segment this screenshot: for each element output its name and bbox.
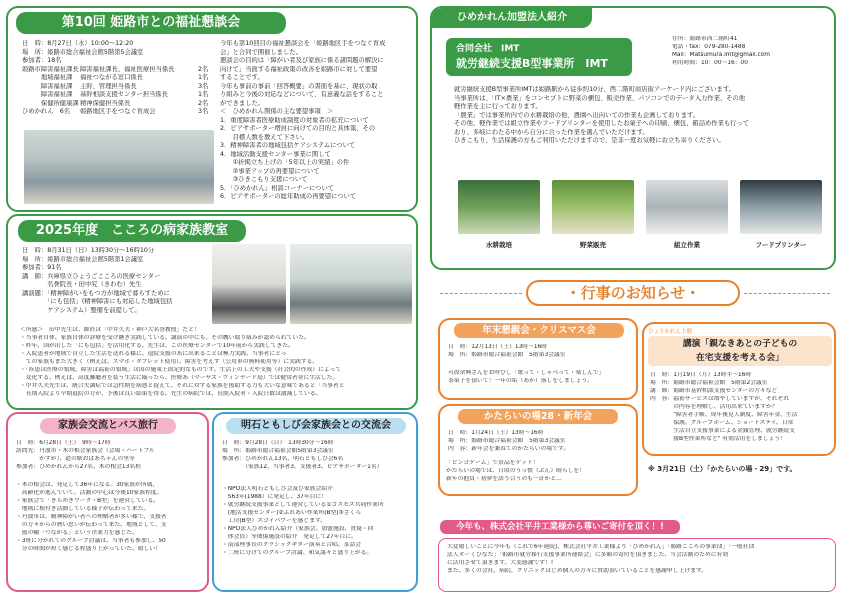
lecture-detail: 生活自立支援事業による金銭管理、就労継続支 [650, 427, 795, 434]
photo-caption: 組立作業 [674, 241, 700, 249]
participant-name: 基幹相談支援センター担当係長 [80, 91, 168, 98]
agenda-item: 5．「ひめかれん」相談コーナーについて [220, 184, 335, 192]
bus-trip-body-line: ・3班に分かれてのグループ討議は、当事者も参加し、50 [16, 537, 166, 544]
lecture-detail: 日 時：1月19日（月）13時半～16時 [650, 372, 752, 378]
akashi-body-line: ・二班に分けてのグループ討論、和気藹々と盛り上がる。 [222, 549, 373, 556]
bus-trip-detail: 訪問先：丹波市・木の根会家族会（会場・ハートフル [16, 447, 155, 454]
participant-row [22, 66, 218, 75]
family-class-detail: 名誉院長・田中究（きわむ）先生 [22, 281, 142, 288]
akashi-body-line: 工房(B型）スゴイパワーを感じます。 [222, 517, 327, 524]
member-intro-line: その他、軽作業では組立作業やフードプリンターを使用したお菓子への印刷、梱包、箱詰め作業も行って [454, 120, 750, 127]
donation-line: また、多くの会社、病院、クリニックはじめ個人の方々に賛助頂いていることを感謝申し上げます。 [447, 567, 708, 574]
yearend-body-line: 茶菓子を頂いて！一年の垢（あか）落しをしましょう。 [448, 377, 593, 384]
welfare-meeting-title: 第10回 姫路市との福祉懇談会 [16, 12, 286, 34]
agenda-item: 3．精神障害者の地域包括ケアシステムについて [220, 142, 356, 149]
welfare-meeting-panel [6, 6, 418, 212]
bus-trip-body-line: ・丹波市は、精神障がい者への理解者が多い様で、支援者 [16, 513, 167, 520]
welfare-body-line: 会」と合同で開催しました。 [220, 48, 302, 56]
member-intro-body [454, 86, 832, 146]
family-class-body-line: ・昨年、国が出した「にも包括」を活用化する。先生は、この医療センターで10年前から実践してきた。 [20, 342, 294, 349]
participant-row [22, 74, 218, 83]
yearend-details [448, 344, 636, 360]
yearend-panel [438, 318, 638, 400]
akashi-body [222, 486, 416, 558]
contact-line: 利用時間：10：00～16：00 [672, 59, 748, 66]
contact-line: 住所：姫路市西二階町41 [672, 36, 738, 42]
photo-caption: フードプリンター [755, 241, 807, 249]
family-class-detail: 講 師：兵庫県立ひょうごこころの医療センター [22, 272, 161, 280]
participant-role: 地域福祉課 [22, 74, 73, 81]
family-class-detail: 講演題：「精神障がいをもつ方が地域で暮らすために [22, 289, 170, 297]
kataroi-body-line: 「ビンゴゲーム」で景品をゲット！ [446, 460, 539, 466]
akashi-body-line: (地活支援センター)②ふれあい作業所(B型)③さくら [222, 509, 362, 516]
welfare-body-line: することです。 [220, 74, 264, 81]
akashi-body-line: S63年(1988）に発足し、37年目に！ [222, 493, 328, 500]
participant-name: 障害福祉課長、福祉医療担当係長 [80, 65, 175, 73]
bus-trip-body [16, 482, 206, 554]
bus-trip-detail: 日 時：6月28日（土） 9時～17時 [16, 440, 111, 446]
yearend-detail: 日 時：12月13日（土）13時～16時 [448, 344, 548, 350]
bus-trip-detail: かすが）、道の駅おばあちゃんの里等 [16, 455, 135, 462]
participant-list [22, 66, 218, 117]
bus-trip-body-line: 分の時間が短く感じる程盛り上がっていた。嬉しい！ [16, 545, 161, 552]
photo-row [454, 180, 830, 260]
yearend-detail: 場 所：姫路市総合福祉会館 5階第3会議室 [448, 351, 566, 358]
meeting-photo [24, 130, 214, 204]
family-class-body-line: 変化する。例えば、高度難聴者を装う生活に陥ったら、医療あ（マーサズ・ヴィンヤード島）では健常者並に生活した。 [20, 374, 339, 381]
welfare-body-line: 懇談会の目的は「障がい者及び家族に係る諸問題の解決に [220, 57, 384, 64]
participant-name: 姫路地区手をつなぐ育成会 [80, 108, 156, 115]
agenda-item: 目標人数を教えて下さい。 [220, 133, 309, 141]
akashi-body-line: ・就労継続支援事業として運営している①コスモス共同作業所 [222, 501, 384, 508]
agenda-item: 4．地域活動支援センター事業に関して [220, 150, 331, 158]
agenda-item: 2．ピアサポーター増員に向けての目的と具体策、その [220, 125, 376, 132]
family-class-body-line: ての家族もまた大きく（例えば、スマホ・タブレット使用）。障害を考えず（公用車の無料使用等）に実践する。 [20, 358, 319, 365]
lecture-details [650, 372, 834, 444]
participant-role: 保健所健康課 [22, 99, 79, 107]
yearend-title: 年末懇親会・クリスマス会 [454, 323, 624, 338]
akashi-body-line: 体会員）等関係施設の紹介 発足して27年目に。 [222, 533, 357, 540]
participant-name: 福祉つながる窓口係長 [80, 74, 143, 81]
kataroi-title: かたらいの場28・新年会 [458, 409, 618, 424]
akashi-detail: 参加者：ひめかれん13名、明石ともしび会6名 [222, 455, 344, 462]
agenda-title: ＜ ひめかれん関係の主な要望事項 ＞ [220, 108, 334, 115]
lecture-detail: "障害者手帳、成年後見人制度、障害年金、生活 [650, 411, 798, 418]
contact-line: 電話・fax：079-280-1488 [672, 43, 746, 50]
family-class-detail: 場 所：姫路市総合福祉会館5階第1会議室 [22, 255, 144, 263]
participant-count: 3名 [198, 108, 209, 115]
agenda-item: ②事業アップの再要望について [220, 167, 320, 175]
participant-row [22, 100, 218, 109]
donation-title: 今年も、株式会社平井工業様から尊いご寄付を頂く！! [440, 520, 680, 534]
assembly-photo [646, 180, 728, 234]
contact-line: Mail：Matsumura.imt@gmail.com [672, 51, 770, 58]
welfare-body-line: り組みと今後の対応などについて、有意義な話をすること [220, 91, 384, 98]
akashi-body-line: ・NPO法人ひめかれん紹介（家族会、加盟施設、質疑・回 [222, 525, 374, 532]
family-class-title: 2025年度 こころの病家族教室 [18, 220, 246, 242]
bus-trip-body-line: 援の輪「つながる」という企業力を感じた。 [16, 529, 138, 536]
member-intro-header: ひめかれん加盟法人紹介 [432, 8, 592, 28]
member-intro-line: 軽作業を主に行っております。 [454, 103, 542, 110]
family-class-body-line: ・「疾患は医療の領域、障害は福祉の領域」は国の施策上固定的なものです。生活上の工夫や支援（社会的の作成）によって [20, 366, 342, 373]
family-class-body-line: ・中井久夫先生は、統合失調症では急性期を病悪と捉えて、それに対する家族を援助する力も大いな意味であると「当事者と [20, 382, 345, 389]
company-banner [446, 38, 632, 76]
bus-trip-panel [6, 412, 209, 592]
next-kataroi-notice: ※ 3月21日（土）「かたらいの場・29」です。 [648, 465, 797, 473]
member-intro-panel [430, 6, 836, 270]
bus-trip-body-line: ・木の根会は、発足して36年になる。30家族が所属、 [16, 482, 159, 488]
lecture-detail: 講 師：姫路市基幹相談支援センターの方々など [650, 387, 778, 394]
family-class-detail: 日 時：8月31日（日）13時30分～16時10分 [22, 247, 155, 254]
participant-row [22, 83, 218, 92]
akashi-body-line: ・南部理事長のクラシックギター演奏と合唱、茶話会 [222, 541, 361, 548]
participant-name: 精神保健担当係長 [80, 99, 131, 107]
lecture-title-line1: 講演「親なきあとの子どもの [682, 339, 798, 349]
participant-row [22, 91, 218, 100]
akashi-detail: （家族12、当事者3、支援者3、ピアサポーター1名） [222, 463, 383, 470]
member-intro-line: 就労継続支援B型事業所IMTは姫路駅から徒歩約10分、西二階町商店街アーケード内にございます。 [454, 86, 735, 93]
office-name: 就労継続支援B型事業所 IMT [456, 57, 608, 70]
welfare-meeting-body [220, 40, 416, 202]
family-class-detail: ケアシステム）整備を前提して。 [22, 306, 141, 314]
kataroi-detail: 場 所：姫路市総合福祉会館 5階第3会議室 [448, 437, 566, 444]
bus-trip-body-line: ・家族会で「きらめきワーク・B型」を運営している。 [16, 497, 160, 504]
member-intro-line: ひきこもり、生活保護の方もご利用いただけますので、是非一度お気軽にお立ち寄りください。 [454, 137, 725, 144]
events-banner: ・行事のお知らせ・ [526, 280, 740, 306]
akashi-details [222, 440, 416, 472]
lecture-photo [290, 244, 412, 324]
participant-count: 3名 [198, 82, 209, 90]
akashi-detail: 日 時：9月28日（日） 13時30分～16時 [222, 440, 334, 446]
events-divider [440, 293, 522, 294]
lecture-detail: 保護、グループホーム、ショートステイ、日常 [650, 419, 794, 426]
lecture-detail: 援B型作業所など" 有効活用をしましょう！ [650, 435, 787, 442]
detail-line: 場 所：姫路市総合福祉会館5階第5会議室 [22, 48, 144, 56]
agenda-item: ③ひきこもり支援について [220, 176, 308, 183]
kataroi-details [448, 430, 636, 454]
akashi-title: 明石ともしび会家族会との交流会 [226, 418, 406, 434]
speaker-photo [212, 244, 286, 324]
bus-trip-details [16, 440, 206, 472]
donation-line: 法人オーくひなた」「姫路市就労移行支援事業所連絡会」に多額の寄付を頂きました。当会活動のために有効 [447, 551, 729, 558]
bus-trip-body-line: 高齢化が進んでいて、活動の中心は今後10家族程度。 [16, 489, 163, 496]
welfare-body-line: 今年も事前の事前「回答概要」の書面を基に、現状の取 [220, 82, 378, 90]
participant-count: 2名 [198, 99, 209, 107]
photo-caption: 水耕栽培 [486, 241, 512, 249]
kataroi-body-line: かたらいの場では、日頃のうっ憤（ぷん）晴らしを！ [446, 467, 586, 474]
akashi-body-line: ・NPO法人明石ともしび会及び家族会紹介 [222, 486, 333, 492]
lecture-tag: ひょうかれん主催 [648, 329, 693, 335]
member-intro-line: 「農業」では事業所内での水耕栽培の他、農園へ出向いての作業も企画しております。 [454, 111, 700, 119]
yearend-body-line: 可改余興さんをお呼びし「歌って・しゃべって・楽しんで」 [448, 370, 605, 376]
participant-role: 障害福祉課 [22, 91, 73, 98]
family-class-body-line: ・当事者自体、家族自体の診療を受け継ぎ実践している。講演の中にも、その鷹い取り組みが認められていた。 [20, 334, 310, 341]
bus-trip-title: 家族会交流とバス旅行 [40, 418, 176, 434]
participant-name: 主幹、管理担当係長 [80, 82, 137, 90]
welfare-body-line: 今年も第10回目の福祉懇談会を「姫路地区手をつなぐ育成 [220, 40, 386, 47]
donation-line: に活用させて頂きます。大変感謝です！! [447, 559, 554, 566]
participant-count: 1名 [198, 74, 209, 81]
welfare-body-line: ができました。 [220, 99, 265, 107]
donation-body [447, 544, 831, 576]
events-divider [744, 293, 830, 294]
agenda-item: ①折掲立ち上げの「5年以上の実績」の件 [220, 159, 350, 166]
family-class-body [20, 327, 416, 399]
welfare-meeting-details [22, 40, 218, 117]
detail-line: 日 時：8月27日（水）10:00～12:20 [22, 40, 134, 47]
bus-trip-body-line: の方々からの熱い思いが伝わって来た。地域として、支 [16, 521, 167, 528]
detail-line: 参加者：18名 [22, 57, 62, 64]
participant-role: ひめかれん 6名 [22, 108, 71, 115]
kataroi-detail: 内 容：新年会を兼ねてのかたらいの場です。 [448, 445, 570, 452]
vegetable-sales-photo [552, 180, 634, 234]
bus-trip-detail: 参加者：ひめかれんから27名、木の根会13名程 [16, 463, 141, 470]
lecture-detail: の内容を理解し、活用出来ていますか？ [650, 403, 778, 410]
lecture-panel [642, 322, 836, 456]
donation-line: 大変嬉しいことに今年も（これで6年連続)、株式会社平井工業様より「ひめかれん」「姫路こころの事業団」「一般社団 [447, 544, 755, 550]
kataroi-body-line: 新年の抱負・初夢を語り合うのも一計かと… [446, 475, 562, 482]
lecture-title [648, 336, 832, 366]
photo-caption: 野菜販売 [580, 241, 606, 249]
member-intro-line: 当事業所は、「IT×農業」をコンセプトに野菜の梱包、販売作業、パソコンでのデータ入力作業、その他 [454, 94, 746, 102]
donation-panel [438, 538, 836, 592]
akashi-panel [212, 412, 418, 592]
family-class-detail: 「にも包括」(精神障害にも対応した地域包括 [22, 298, 173, 305]
family-class-detail: 参加者：91名 [22, 264, 62, 271]
kataroi-body [446, 460, 636, 484]
yearend-body [448, 370, 636, 386]
family-class-body-line: ・入院患者が地域で自立した生活を送れる様に、退院支援のあに出来ることは極力実践。当事者にとっ [20, 350, 287, 357]
participant-role: 姫路市障害福祉課長 [22, 65, 79, 73]
food-printer-photo [740, 180, 822, 234]
family-class-details [22, 247, 218, 315]
family-class-body-line: 長期入院より早期退院の方が、予後は良い結果を得る。先生の病院では、長期入院者・入院日数は激減している。 [20, 390, 322, 397]
kataroi-detail: 日 時：1月24日（土）13時～16時 [448, 430, 544, 436]
family-class-panel [6, 214, 418, 410]
member-intro-line: おり、多岐にわたる中から自分に合った作業を選んでいただけます。 [454, 128, 649, 136]
lecture-title-line2: 在宅支援を考える会」 [696, 353, 784, 363]
lecture-detail: 場 所：姫路市総合福祉会館 5階第2会議室 [650, 379, 768, 386]
agenda-item: 1．重度障害者医療助成制度の対象者の拡充について [220, 116, 369, 124]
family-class-body-line: ＜所感＞ 田中先生は、師匠は「中井久夫・神戸大名誉教授」だと！ [20, 327, 200, 333]
welfare-body-line: 向けて」当面する福祉政策の改善を姫路市に対して要望 [220, 65, 378, 73]
company-name: 合同会社 IMT [456, 44, 520, 54]
hydroponics-photo [458, 180, 540, 234]
akashi-detail: 場 所：姫路市総合福祉会館5階第3会議室 [222, 447, 334, 454]
participant-row [22, 108, 218, 117]
bus-trip-body-line: 地域に根付き活動している様子が伝わって来た。 [16, 505, 150, 512]
contact-info [672, 36, 832, 68]
participant-count: 1名 [198, 91, 209, 98]
participant-count: 2名 [198, 65, 209, 73]
agenda-item: 6．ピアサポーターの総年助成の再要望について [220, 193, 357, 200]
lecture-detail: 内 容：福祉サービスは増やしていますが、それぞれ [650, 395, 790, 402]
participant-role: 障害福祉課 [22, 82, 73, 90]
